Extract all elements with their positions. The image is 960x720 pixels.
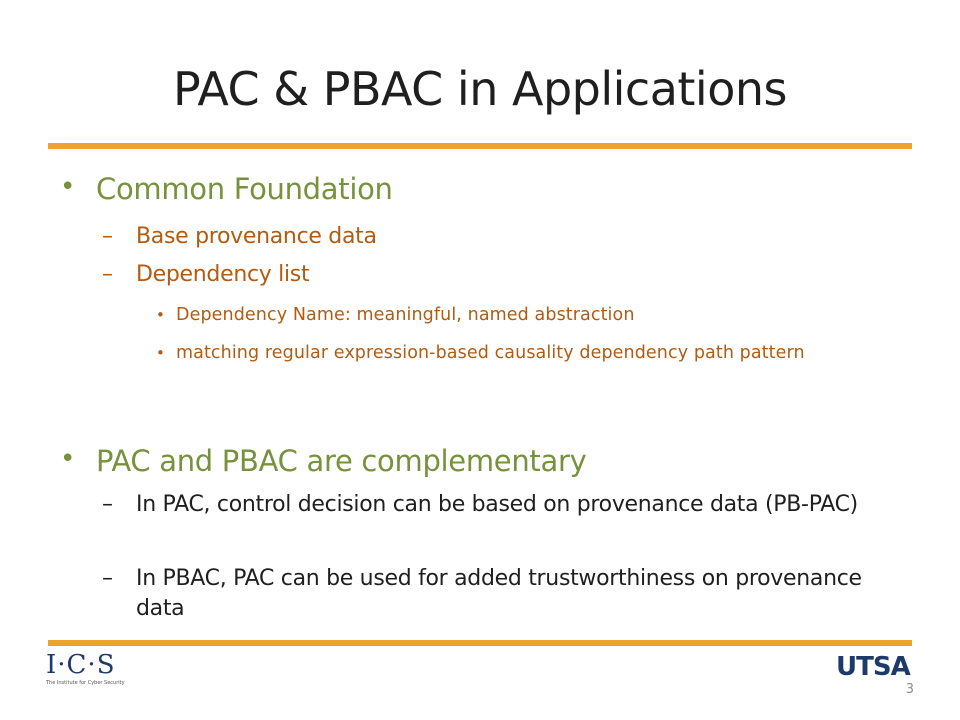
subitem-text: Dependency list xyxy=(136,262,310,287)
subitem-text: In PBAC, PAC can be used for added trustworthiness on provenance data xyxy=(136,566,862,621)
subsubitem-text: Dependency Name: meaningful, named abstraction xyxy=(176,305,635,325)
subitem-text: Base provenance data xyxy=(136,224,377,249)
bullet-text: Common Foundation xyxy=(96,172,393,206)
dash-marker: – xyxy=(102,224,113,249)
bottom-accent-rule xyxy=(48,640,912,646)
subitem-pac-control-decision xyxy=(102,490,896,520)
bullet-complementary xyxy=(60,444,587,478)
slide-title: PAC & PBAC in Applications xyxy=(173,62,787,116)
subsubitem-text: matching regular expression-based causality dependency path pattern xyxy=(176,343,805,363)
subitem-base-provenance xyxy=(102,222,377,252)
bullet-text: PAC and PBAC are complementary xyxy=(96,444,587,478)
ics-logo-mark: I·C·S xyxy=(46,650,116,680)
bullet-dot: • xyxy=(60,172,76,202)
subsubitem-dependency-name xyxy=(156,302,876,328)
bullet-common-foundation xyxy=(60,172,393,206)
dash-marker: – xyxy=(102,566,113,591)
bullet-dot: • xyxy=(156,306,165,324)
page-number: 3 xyxy=(905,682,914,697)
bullet-dot: • xyxy=(60,444,76,474)
dash-marker: – xyxy=(102,262,113,287)
utsa-logo: UTSA xyxy=(836,652,910,682)
bullet-dot: • xyxy=(156,344,165,362)
ics-logo xyxy=(46,650,125,690)
subsubitem-matching-regex xyxy=(156,340,866,366)
subitem-text: In PAC, control decision can be based on provenance data (PB-PAC) xyxy=(136,492,858,517)
subitem-dependency-list xyxy=(102,260,310,290)
subitem-pbac-trustworthiness xyxy=(102,564,896,624)
ics-logo-subtext: The Institute for Cyber Security xyxy=(46,680,125,686)
dash-marker: – xyxy=(102,492,113,517)
top-accent-rule xyxy=(48,143,912,149)
